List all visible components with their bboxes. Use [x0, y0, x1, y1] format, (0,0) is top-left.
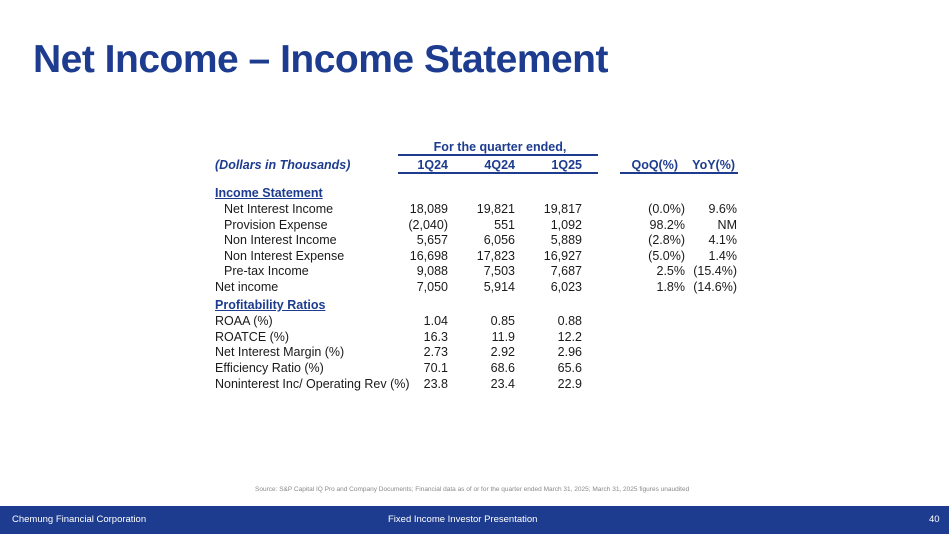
- column-header-1q25: 1Q25: [551, 158, 582, 172]
- table-cell: 551: [494, 217, 515, 232]
- source-note: Source: S&P Capital IQ Pro and Company Documents; Financial data as of or for the quarter ended March 31, 2025; March 31, 2025 figures unaudited: [255, 486, 690, 493]
- table-cell: 0.85: [490, 314, 515, 328]
- yoy-cell: 1.4%: [708, 248, 737, 263]
- row-label: ROAA (%): [215, 314, 273, 328]
- period-header: For the quarter ended,: [433, 140, 567, 154]
- footer-presentation: Fixed Income Investor Presentation: [388, 514, 538, 525]
- yoy-cell: NM: [717, 217, 737, 232]
- table-cell: 5,914: [483, 280, 515, 294]
- row-label: Efficiency Ratio (%): [215, 361, 324, 376]
- table-cell: 2.92: [490, 345, 515, 360]
- table-cell: 2.73: [423, 345, 448, 360]
- column-header-1q24: 1Q24: [417, 158, 448, 172]
- change-header-underline: [620, 172, 738, 174]
- table-cell: (2,040): [408, 217, 448, 232]
- table-cell: 16.3: [423, 329, 448, 344]
- table-cell: 11.9: [491, 329, 515, 344]
- table-cell: 23.4: [490, 376, 515, 391]
- table-cell: 6,023: [550, 280, 582, 294]
- table-cell: 7,687: [550, 264, 582, 279]
- row-label: Net Interest Margin (%): [215, 345, 345, 360]
- column-header-qoq: QoQ(%): [631, 158, 678, 172]
- table-cell: 19,821: [476, 202, 515, 216]
- table-cell: 7,050: [416, 280, 448, 294]
- table-cell: 5,657: [416, 233, 448, 248]
- yoy-cell: 4.1%: [708, 233, 737, 248]
- column-header-underline: [398, 172, 598, 174]
- yoy-cell: (15.4%): [693, 264, 737, 279]
- table-cell: 19,817: [543, 202, 582, 216]
- table-cell: 0.88: [557, 314, 582, 328]
- table-cell: 22.9: [557, 376, 582, 391]
- column-header-4q24: 4Q24: [484, 158, 515, 172]
- qoq-cell: (5.0%): [648, 248, 685, 263]
- qoq-cell: (2.8%): [648, 233, 685, 248]
- yoy-cell: 9.6%: [708, 202, 737, 216]
- table-cell: 18,089: [409, 202, 448, 216]
- page-title: Net Income – Income Statement: [33, 38, 608, 81]
- row-label: Provision Expense: [224, 217, 328, 232]
- table-cell: 16,927: [543, 248, 582, 263]
- table-cell: 7,503: [483, 264, 515, 279]
- section-income-statement: Income Statement: [215, 186, 323, 200]
- footer-bar: [0, 506, 949, 534]
- table-cell: 5,889: [550, 233, 582, 248]
- table-cell: 1.04: [423, 314, 448, 328]
- qoq-cell: 2.5%: [656, 264, 685, 279]
- table-cell: 16,698: [409, 248, 448, 263]
- footer-company: Chemung Financial Corporation: [12, 514, 147, 525]
- section-profitability-ratios: Profitability Ratios: [215, 298, 326, 312]
- column-header-yoy: YoY(%): [692, 158, 735, 172]
- row-label: Pre-tax Income: [224, 264, 309, 279]
- table-cell: 9,088: [416, 264, 448, 279]
- row-label: Non Interest Income: [224, 233, 337, 248]
- period-header-underline: [398, 154, 598, 156]
- table-cell: 2.96: [557, 345, 582, 360]
- row-label: ROATCE (%): [215, 329, 290, 344]
- row-label: Noninterest Inc/ Operating Rev (%): [215, 376, 410, 391]
- qoq-cell: 1.8%: [656, 280, 685, 294]
- units-label: (Dollars in Thousands): [215, 158, 351, 172]
- table-cell: 12.2: [557, 329, 582, 344]
- qoq-cell: 98.2%: [649, 217, 685, 232]
- table-cell: 23.8: [423, 376, 448, 391]
- table-cell: 6,056: [483, 233, 515, 248]
- table-cell: 17,823: [476, 248, 515, 263]
- qoq-cell: (0.0%): [648, 202, 685, 216]
- table-cell: 1,092: [550, 217, 582, 232]
- table-cell: 68.6: [490, 361, 515, 376]
- row-label: Non Interest Expense: [224, 248, 345, 263]
- table-cell: 70.1: [423, 361, 448, 376]
- yoy-cell: (14.6%): [693, 280, 737, 294]
- row-label: Net income: [215, 280, 279, 294]
- row-label: Net Interest Income: [224, 202, 334, 216]
- page-number: 40: [929, 514, 940, 525]
- table-cell: 65.6: [557, 361, 582, 376]
